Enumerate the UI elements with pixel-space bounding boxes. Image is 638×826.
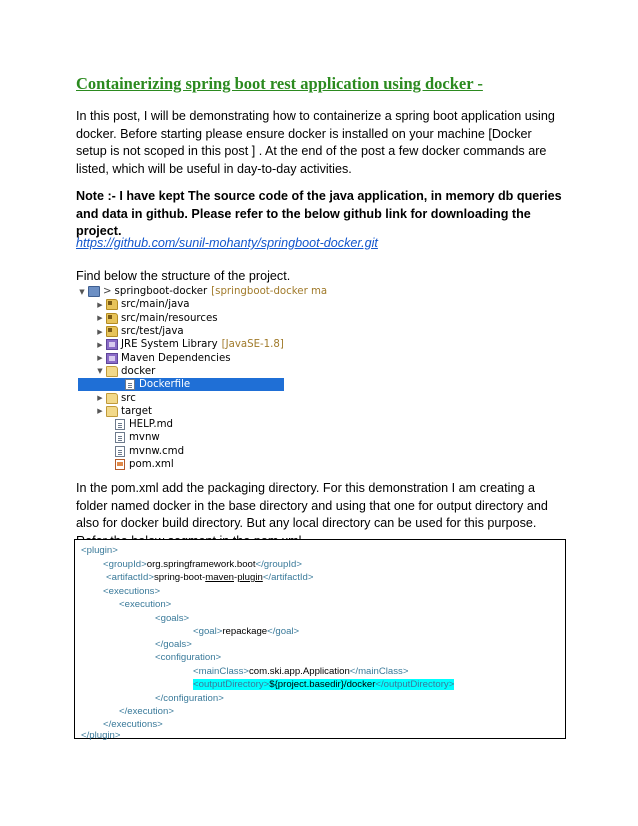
xml-tag: <executions>	[103, 586, 161, 597]
source-folder-icon	[106, 313, 118, 324]
xml-value: spring-boot-	[154, 572, 206, 583]
xml-tag: <execution>	[119, 599, 172, 610]
xml-tag: </goals>	[155, 639, 192, 650]
tree-item-label: src/test/java	[121, 326, 184, 338]
xml-value: org.springframework.boot	[146, 559, 256, 570]
code-line-configuration-open	[155, 652, 221, 664]
xml-tag: <plugin>	[81, 545, 118, 556]
xml-tag: <outputDirectory>	[193, 679, 270, 690]
tree-item-label: HELP.md	[129, 419, 173, 431]
xml-tag: <artifactId>	[106, 572, 154, 583]
expand-right-icon[interactable]: ▶	[97, 407, 103, 416]
xml-tag: </artifactId>	[262, 572, 314, 583]
expand-right-icon[interactable]: ▶	[97, 354, 103, 363]
code-line-execution-open	[119, 599, 171, 611]
folder-icon	[106, 366, 118, 377]
tree-item-label: pom.xml	[129, 459, 174, 471]
xml-tag: </plugin>	[81, 730, 121, 741]
tree-item-mvnw-cmd[interactable]	[78, 445, 284, 458]
note-paragraph: Note :- I have kept The source code of the java application, in memory db queries and data in github. Please refer to the below github link for downloading the project.	[76, 189, 562, 239]
xml-tag: <configuration>	[155, 652, 222, 663]
tree-item-label: src/main/resources	[121, 312, 218, 324]
tree-item-label: Maven Dependencies	[121, 352, 231, 364]
expand-down-icon[interactable]: ▼	[97, 367, 103, 376]
code-line-mainclass	[193, 666, 408, 678]
xml-value: maven	[205, 572, 234, 583]
xml-tag: </outputDirectory>	[375, 679, 455, 690]
tree-item-label: src	[121, 392, 136, 404]
document-title: Containerizing spring boot rest application using docker -	[76, 74, 483, 93]
library-icon	[106, 353, 118, 364]
file-icon	[125, 379, 135, 390]
tree-item-src-main-java[interactable]	[78, 298, 284, 311]
tree-item-label: springboot-docker	[114, 286, 208, 298]
tree-item-springboot-docker[interactable]	[78, 285, 328, 298]
xml-value: repackage	[222, 626, 268, 637]
xml-tag: </configuration>	[155, 693, 224, 704]
xml-tag: </executions>	[103, 719, 163, 730]
code-line-plugin-open	[81, 545, 118, 557]
tree-item-label: mvnw	[129, 432, 160, 444]
pom-paragraph: In the pom.xml add the packaging directory. For this demonstration I am creating a folder named docker in the base directory and using that one for output directory and also for docker build directory. But any local directory can be used for this purpose.	[76, 481, 548, 531]
expand-right-icon[interactable]: ▶	[97, 327, 103, 336]
expand-right-icon[interactable]: ▶	[97, 394, 103, 403]
intro-paragraph: In this post, I will be demonstrating how to containerize a spring boot application using docker. Before starting please ensure docker is installed on your machine [Docker setup is not scoped in this post ] . At the end of the post a few docker commands are listed, which will be useful in day-to-day activities.	[76, 109, 555, 176]
expand-down-icon[interactable]: ▼	[79, 287, 85, 296]
xml-value: -	[234, 572, 238, 583]
code-line-goal	[193, 626, 299, 638]
tree-item-jre-system-library[interactable]	[78, 338, 284, 351]
file-icon	[115, 419, 125, 430]
file-icon	[115, 446, 125, 457]
tree-item-suffix: [springboot-docker ma	[211, 286, 328, 298]
tree-item-src[interactable]	[78, 391, 284, 404]
tree-item-label: mvnw.cmd	[129, 445, 185, 457]
xml-tag: <groupId>	[103, 559, 147, 570]
tree-item-mvnw[interactable]	[78, 431, 284, 444]
code-line-configuration-close	[155, 693, 224, 705]
code-line-artifactid	[106, 572, 313, 584]
tree-item-dockerfile[interactable]	[78, 378, 284, 391]
code-line-groupid	[103, 559, 302, 571]
tree-item-src-test-java[interactable]	[78, 325, 284, 338]
tree-item-prefix: >	[103, 286, 112, 298]
tree-item-label: Dockerfile	[139, 379, 191, 391]
xml-tag: </groupId>	[255, 559, 302, 570]
xml-tag: <goals>	[155, 613, 190, 624]
folder-icon	[106, 393, 118, 404]
code-line-goals-open	[155, 613, 189, 625]
project-icon	[88, 286, 100, 297]
tree-item-docker[interactable]	[78, 365, 284, 378]
xml-value: com.ski.app.Application	[249, 666, 350, 677]
source-folder-icon	[106, 299, 118, 310]
code-line-plugin-close	[81, 730, 120, 742]
xml-tag: <goal>	[193, 626, 223, 637]
xml-file-icon	[115, 459, 125, 470]
code-line-goals-close	[155, 639, 192, 651]
code-line-execution-close	[119, 706, 174, 718]
library-icon	[106, 339, 118, 350]
tree-item-label: target	[121, 405, 152, 417]
tree-item-pom-xml[interactable]	[78, 458, 284, 471]
tree-item-help-md[interactable]	[78, 418, 284, 431]
xml-tag: <mainClass>	[193, 666, 249, 677]
structure-caption: Find below the structure of the project.	[76, 269, 291, 283]
tree-item-target[interactable]	[78, 405, 284, 418]
expand-right-icon[interactable]: ▶	[97, 314, 103, 323]
tree-item-label: docker	[121, 365, 156, 377]
tree-item-label: JRE System Library	[121, 339, 218, 351]
tree-item-maven-dependencies[interactable]	[78, 352, 284, 365]
expand-right-icon[interactable]: ▶	[97, 340, 103, 349]
file-icon	[115, 432, 125, 443]
xml-value: ${project.basedir}/docker	[269, 679, 376, 690]
github-link[interactable]: https://github.com/sunil-mohanty/springboot-docker.git	[76, 236, 378, 250]
project-tree	[78, 284, 328, 474]
xml-tag: </execution>	[119, 706, 174, 717]
code-line-outputdirectory	[193, 679, 454, 691]
xml-value: plugin	[237, 572, 263, 583]
code-line-executions-open	[103, 586, 160, 598]
tree-item-src-main-resources[interactable]	[78, 312, 284, 325]
tree-item-label: src/main/java	[121, 299, 190, 311]
folder-icon	[106, 406, 118, 417]
source-folder-icon	[106, 326, 118, 337]
tree-item-suffix: [JavaSE-1.8]	[221, 339, 284, 351]
xml-tag: </mainClass>	[349, 666, 409, 677]
expand-right-icon[interactable]: ▶	[97, 300, 103, 309]
xml-tag: </goal>	[267, 626, 300, 637]
pom-xml-code-block	[74, 539, 566, 739]
